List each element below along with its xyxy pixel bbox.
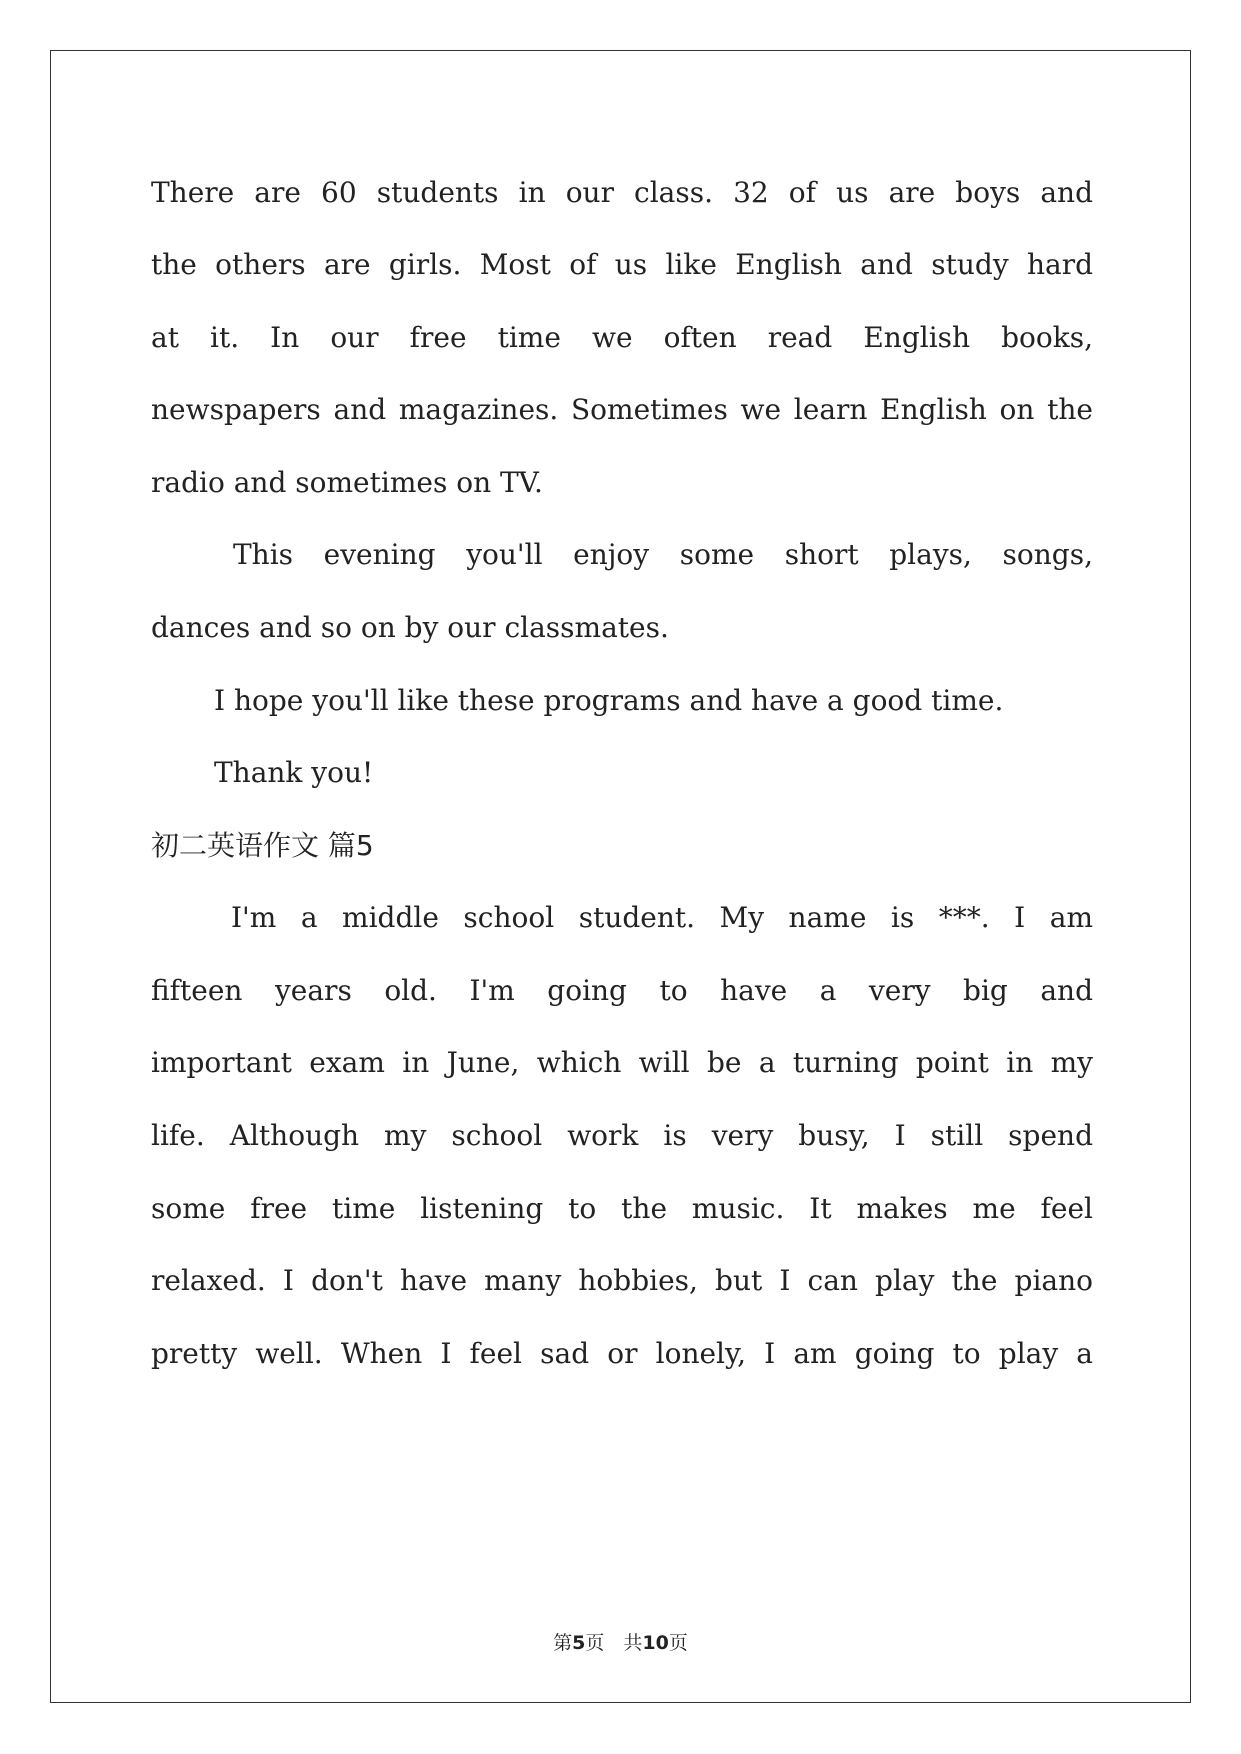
paragraph-line: I hope you'll like these programs and have a good time. [214,684,1004,717]
essay-line: important exam in June, which will be a turning point in my [151,1046,1093,1079]
paragraph-line: the others are girls. Most of us like English and study hard [151,248,1093,281]
page-footer [0,1628,1241,1655]
footer-suffix: 页 [668,1632,688,1654]
footer-prefix: 第 [553,1632,573,1654]
paragraph-line: This evening you'll enjoy some short plays, songs, [233,538,1093,571]
essay-line: relaxed. I don't have many hobbies, but I can play the piano [151,1264,1093,1297]
essay-line: some free time listening to the music. It makes me feel [151,1192,1093,1225]
paragraph-line: Thank you! [214,756,374,789]
footer-total-pages: 10 [642,1632,669,1654]
essay-line: fifteen years old. I'm going to have a very big and [151,974,1093,1007]
essay-line: I'm a middle school student. My name is ***. I am [231,901,1093,934]
section-heading: 初二英语作文 篇5 [151,829,374,862]
paragraph-line: dances and so on by our classmates. [151,611,669,644]
paragraph-line: at it. In our free time we often read English books, [151,321,1093,354]
essay-line: life. Although my school work is very busy, I still spend [151,1119,1093,1152]
essay-line: pretty well. When I feel sad or lonely, I am going to play a [151,1337,1093,1370]
paragraph-line: There are 60 students in our class. 32 of us are boys and [151,176,1093,209]
footer-page-number: 5 [572,1632,586,1654]
document-body [151,0,1093,1754]
footer-mid: 页 共 [585,1632,643,1654]
paragraph-line: radio and sometimes on TV. [151,466,543,499]
paragraph-line: newspapers and magazines. Sometimes we learn English on the [151,393,1093,426]
